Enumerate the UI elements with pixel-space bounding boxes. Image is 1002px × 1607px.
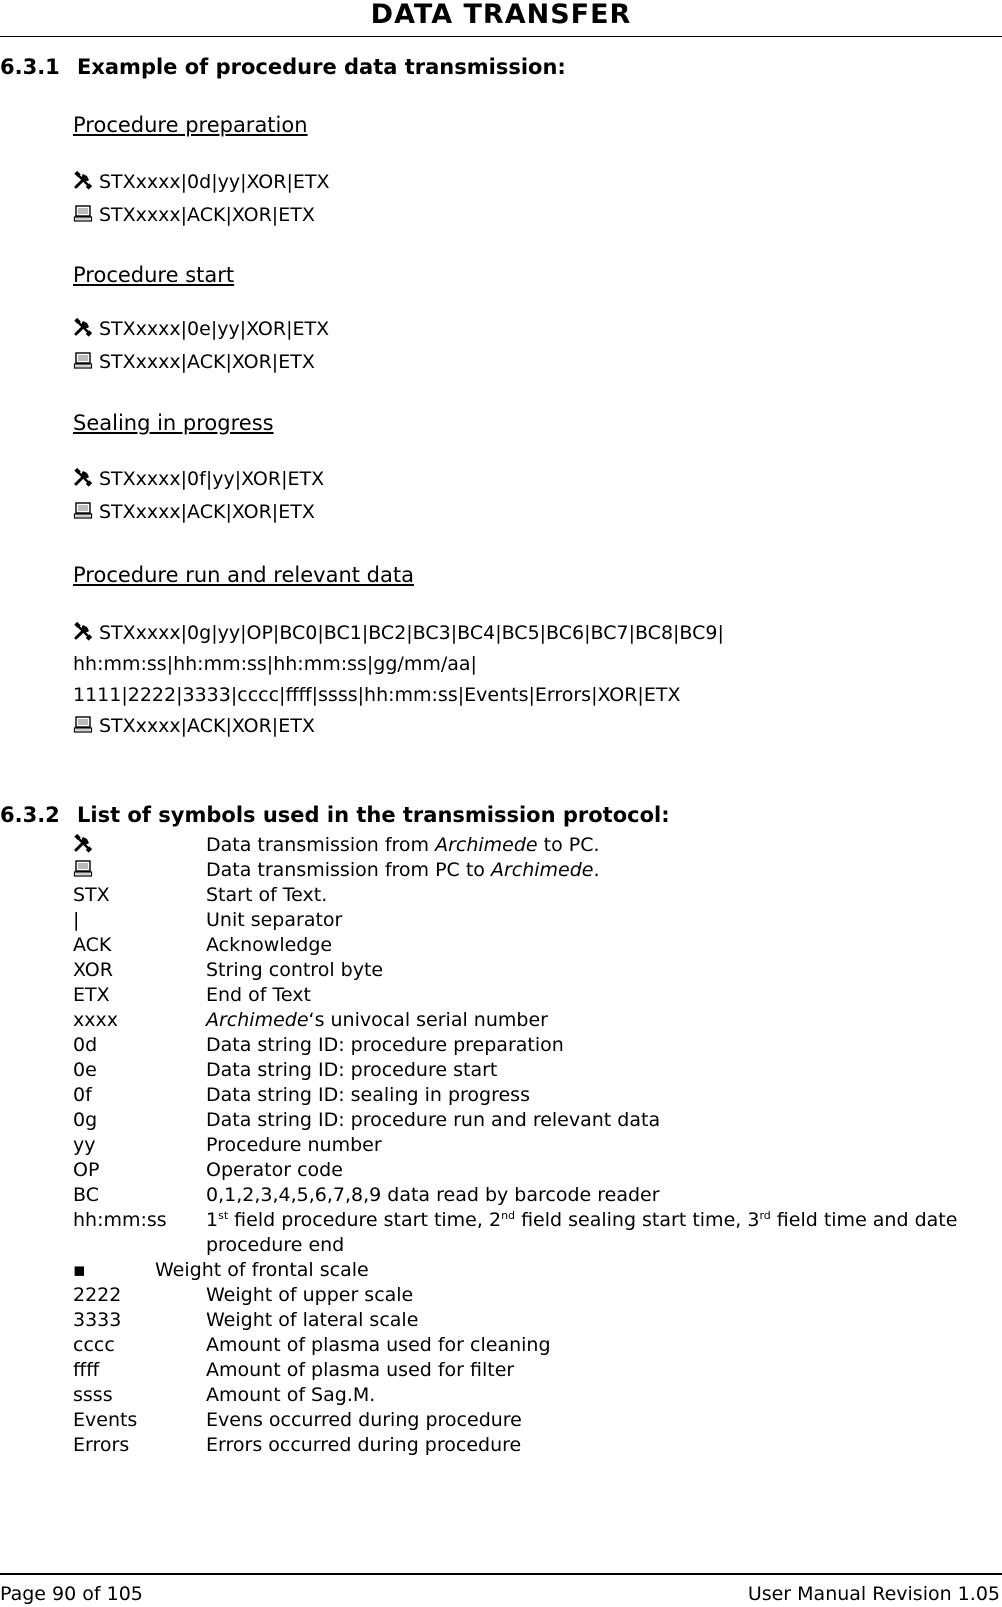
- symbol-row: [73, 858, 998, 883]
- message-text: STXxxxx|ACK|XOR|ETX: [99, 351, 315, 373]
- symbol-row: [73, 1108, 998, 1133]
- symbol-description: Weight of lateral scale: [206, 1309, 419, 1331]
- symbol-description: Acknowledge: [206, 934, 333, 956]
- symbol-code: ACK: [73, 934, 112, 956]
- symbol-code: cccc: [73, 1334, 115, 1356]
- symbol-description: Weight of frontal scale: [155, 1259, 369, 1281]
- section-number: 6.3.2: [0, 803, 60, 827]
- symbol-code: ssss: [73, 1384, 113, 1406]
- symbol-row: [73, 1008, 998, 1033]
- message-send: [73, 317, 329, 341]
- symbol-row: [73, 1383, 998, 1408]
- message-text: STXxxxx|0d|yy|XOR|ETX: [99, 171, 330, 193]
- symbol-code: xxxx: [73, 1009, 118, 1031]
- message-text: STXxxxx|0e|yy|XOR|ETX: [99, 318, 330, 340]
- symbol-list: [73, 833, 998, 1458]
- manual-revision: User Manual Revision 1.05: [747, 1583, 1000, 1605]
- section-number: 6.3.1: [0, 55, 60, 79]
- symbol-description: 0,1,2,3,4,5,6,7,8,9 data read by barcode reader: [206, 1184, 660, 1206]
- message-reply: [73, 350, 315, 374]
- symbol-code: 0g: [73, 1109, 98, 1131]
- symbol-code: Events: [73, 1409, 138, 1431]
- symbol-row: [73, 908, 998, 933]
- symbol-description: Procedure number: [206, 1134, 382, 1156]
- symbol-row: [73, 1358, 998, 1383]
- symbol-description: Data transmission from PC to Archimede.: [206, 859, 600, 881]
- symbol-code: XOR: [73, 959, 113, 981]
- footer-divider: [0, 1573, 1002, 1575]
- symbol-description: Data transmission from Archimede to PC.: [206, 834, 600, 856]
- subheading-procedure-start: Procedure start: [73, 263, 235, 287]
- subheading-procedure-preparation: Procedure preparation: [73, 113, 308, 137]
- symbol-code: yy: [73, 1134, 96, 1156]
- computer-icon: [73, 500, 93, 520]
- section-6-3-1-heading: [0, 54, 566, 80]
- symbol-description: Start of Text.: [206, 884, 328, 906]
- symbol-description: Amount of Sag.M.: [206, 1384, 376, 1406]
- symbol-description: Archimede‘s univocal serial number: [206, 1009, 548, 1031]
- symbol-description: Data string ID: procedure start: [206, 1059, 498, 1081]
- symbol-row: [73, 1183, 998, 1208]
- tools-icon: [73, 317, 93, 337]
- symbol-code: 0d: [73, 1034, 98, 1056]
- bullet-icon: ▪: [73, 1259, 86, 1281]
- symbol-code: 0e: [73, 1059, 97, 1081]
- symbol-row: [73, 983, 998, 1008]
- symbol-row: [73, 958, 998, 983]
- tools-icon: [73, 621, 93, 641]
- symbol-description: 1st field procedure start time, 2nd field sealing start time, 3rd field time and date procedure end: [206, 1209, 958, 1256]
- computer-icon: [73, 203, 93, 223]
- symbol-description: Data string ID: procedure run and relevant data: [206, 1109, 661, 1131]
- computer-icon: [73, 858, 93, 878]
- symbol-row: [73, 1058, 998, 1083]
- tools-icon: [73, 170, 93, 190]
- symbol-row: [73, 1258, 998, 1283]
- symbol-code: Errors: [73, 1434, 130, 1456]
- subheading-procedure-run: Procedure run and relevant data: [73, 563, 414, 587]
- symbol-row: [73, 833, 998, 858]
- symbol-row: [73, 1083, 998, 1108]
- symbol-row: [73, 1408, 998, 1433]
- message-send: [73, 467, 324, 491]
- symbol-code: hh:mm:ss: [73, 1209, 167, 1231]
- symbol-description: Operator code: [206, 1159, 343, 1181]
- symbol-code: ETX: [73, 984, 110, 1006]
- computer-icon: [73, 350, 93, 370]
- message-reply: [73, 714, 315, 738]
- message-text: STXxxxx|ACK|XOR|ETX: [99, 204, 315, 226]
- header-divider: [0, 36, 1002, 37]
- symbol-description: End of Text: [206, 984, 311, 1006]
- symbol-description: Weight of upper scale: [206, 1284, 414, 1306]
- message-send: [73, 621, 724, 645]
- symbol-code: 2222: [73, 1284, 122, 1306]
- symbol-code: |: [73, 909, 80, 931]
- message-continuation: 1111|2222|3333|cccc|ffff|ssss|hh:mm:ss|Events|Errors|XOR|ETX: [73, 684, 681, 706]
- symbol-description: Data string ID: sealing in progress: [206, 1084, 530, 1106]
- tools-icon: [73, 833, 93, 853]
- subheading-sealing-in-progress: Sealing in progress: [73, 411, 274, 435]
- symbol-row: [73, 1283, 998, 1308]
- symbol-row: [73, 1208, 998, 1258]
- symbol-description: Errors occurred during procedure: [206, 1434, 522, 1456]
- symbol-code: BC: [73, 1184, 99, 1206]
- page-number: Page 90 of 105: [0, 1583, 143, 1605]
- message-text: STXxxxx|ACK|XOR|ETX: [99, 715, 315, 737]
- computer-icon: [73, 714, 93, 734]
- section-6-3-2-heading: [0, 802, 670, 828]
- message-text: STXxxxx|ACK|XOR|ETX: [99, 501, 315, 523]
- symbol-description: Amount of plasma used for cleaning: [206, 1334, 551, 1356]
- tools-icon: [73, 467, 93, 487]
- symbol-code: ffff: [73, 1359, 100, 1381]
- message-continuation: hh:mm:ss|hh:mm:ss|hh:mm:ss|gg/mm/aa|: [73, 653, 477, 675]
- symbol-code: 0f: [73, 1084, 92, 1106]
- symbol-description: Data string ID: procedure preparation: [206, 1034, 564, 1056]
- symbol-description: Unit separator: [206, 909, 343, 931]
- page-header-title: DATA TRANSFER: [370, 0, 632, 30]
- section-title: Example of procedure data transmission:: [77, 55, 566, 79]
- symbol-description: Amount of plasma used for filter: [206, 1359, 515, 1381]
- symbol-row: [73, 1133, 998, 1158]
- section-title: List of symbols used in the transmission protocol:: [77, 803, 670, 827]
- symbol-row: [73, 883, 998, 908]
- symbol-row: [73, 1433, 998, 1458]
- symbol-code: 3333: [73, 1309, 122, 1331]
- symbol-row: [73, 1158, 998, 1183]
- symbol-row: [73, 933, 998, 958]
- symbol-row: [73, 1333, 998, 1358]
- symbol-code: OP: [73, 1159, 100, 1181]
- symbol-description: String control byte: [206, 959, 384, 981]
- message-send: [73, 170, 330, 194]
- message-text: STXxxxx|0f|yy|XOR|ETX: [99, 468, 325, 490]
- symbol-row: [73, 1033, 998, 1058]
- message-text: STXxxxx|0g|yy|OP|BC0|BC1|BC2|BC3|BC4|BC5|BC6|BC7|BC8|BC9|: [99, 622, 724, 644]
- message-reply: [73, 500, 315, 524]
- symbol-code: STX: [73, 884, 110, 906]
- symbol-description: Evens occurred during procedure: [206, 1409, 522, 1431]
- symbol-row: [73, 1308, 998, 1333]
- message-reply: [73, 203, 315, 227]
